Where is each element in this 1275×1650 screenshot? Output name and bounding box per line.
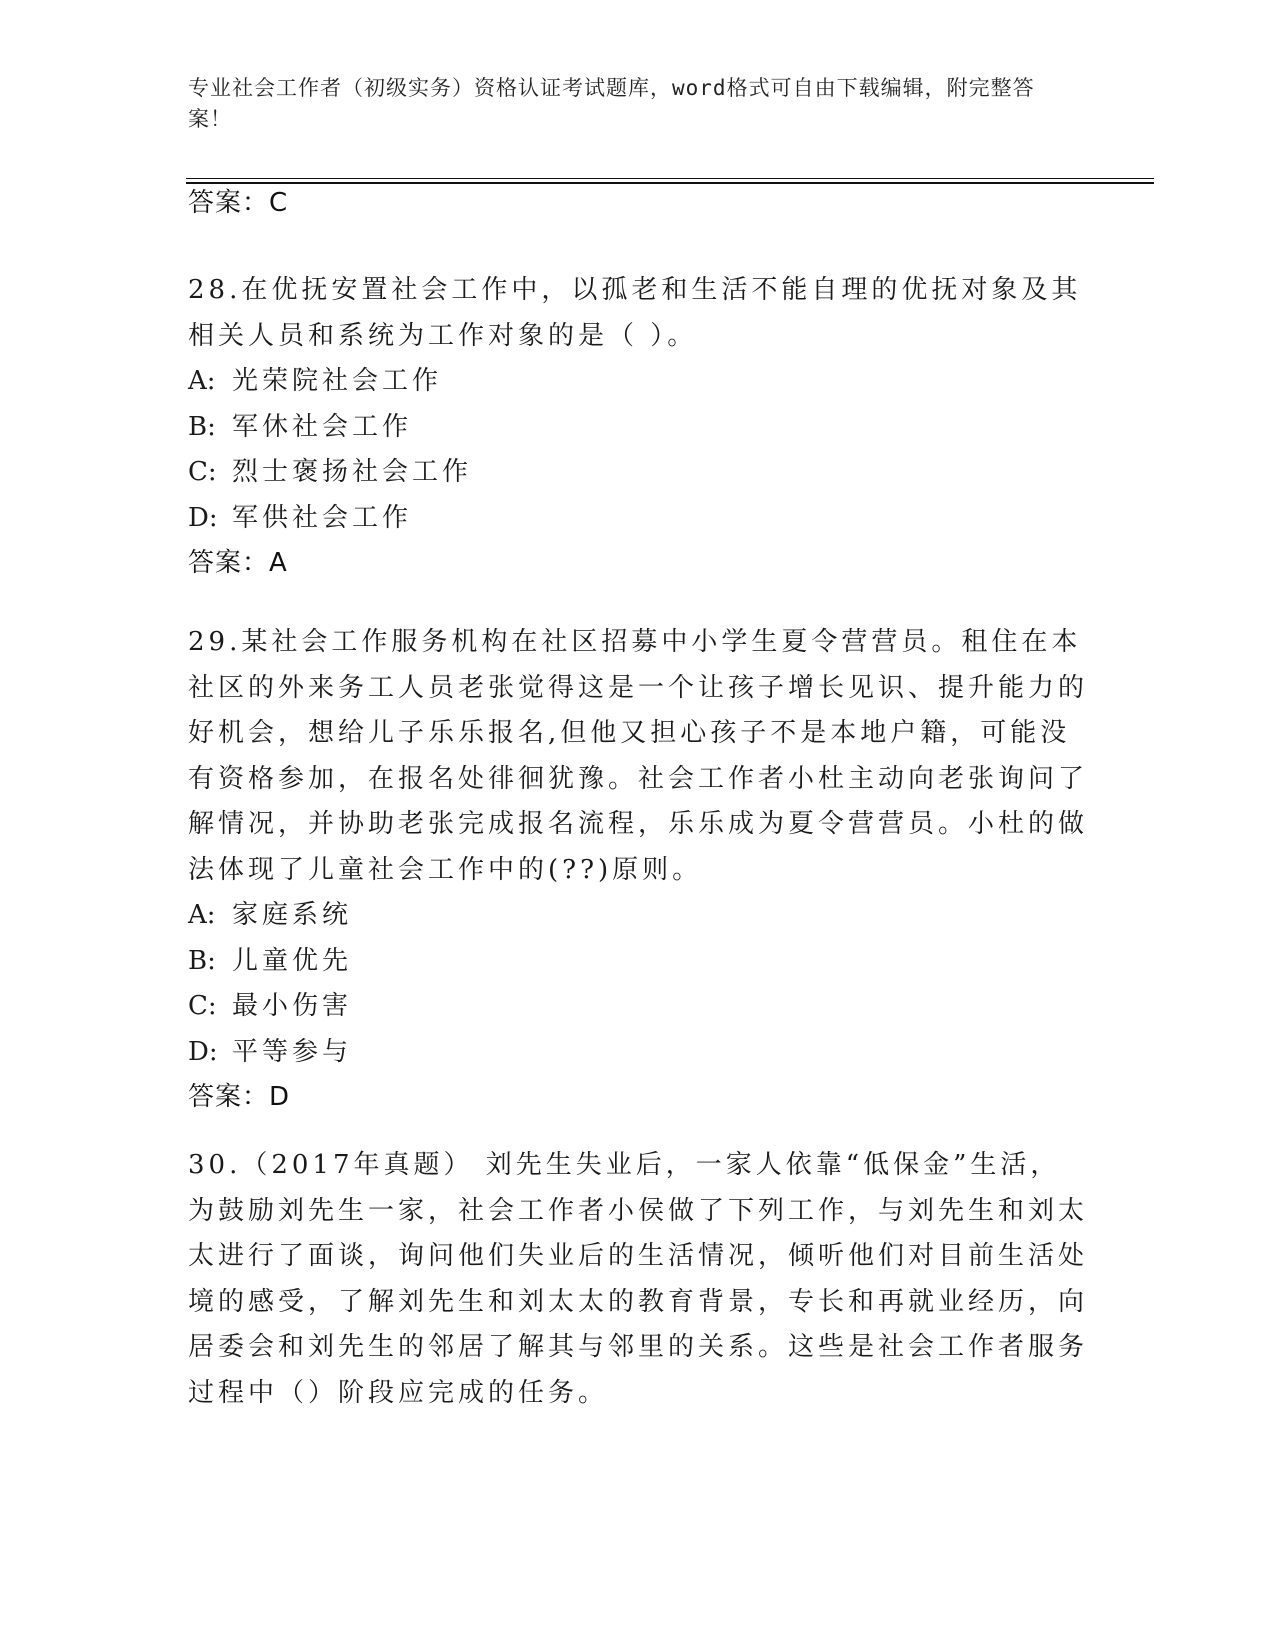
option-key: A: [188, 366, 216, 396]
question-29 [188, 620, 1088, 1120]
option-text: 军供社会工作 [232, 502, 413, 533]
option-b [188, 405, 1088, 451]
question-stem: 28.在优抚安置社会工作中，以孤老和生活不能自理的优抚对象及其相关人员和系统为工作对象的是（ ）。 [188, 275, 1082, 351]
option-d [188, 496, 1088, 542]
answer-29: 答案：D [188, 1082, 291, 1112]
option-a [188, 893, 1088, 939]
header-divider-thin [186, 178, 1154, 179]
option-b [188, 939, 1088, 985]
option-a [188, 359, 1088, 405]
option-text: 儿童优先 [232, 945, 353, 976]
option-key: D: [188, 1036, 218, 1067]
option-text: 烈士褒扬社会工作 [232, 457, 473, 487]
option-text: 光荣院社会工作 [232, 366, 443, 396]
option-c [188, 450, 1088, 496]
answer-27: 答案：C [188, 188, 289, 218]
option-key: B: [188, 945, 216, 976]
option-text: 平等参与 [232, 1036, 353, 1067]
option-c [188, 984, 1088, 1030]
option-text: 军休社会工作 [232, 411, 413, 442]
document-header: 专业社会工作者（初级实务）资格认证考试题库，word格式可自由下载编辑，附完整答案！ [188, 76, 1035, 131]
question-stem: 29.某社会工作服务机构在社区招募中小学生夏令营营员。租住在本社区的外来务工人员老张觉得这是一个让孩子增长见识、提升能力的好机会，想给儿子乐乐报名,但他又担心孩子不是本地户籍，可能没有资格参加，在报名处徘徊犹豫。社会工作者小杜主动向老张询问了解情况，并协助老张完成报名流程，乐乐成为夏令营营员。小杜的做法体现了儿童社会工作中的(??)原则。 [188, 627, 1089, 885]
question-28 [188, 268, 1088, 586]
option-key: B: [188, 411, 216, 442]
option-text: 最小伤害 [232, 991, 353, 1021]
answer-28: 答案：A [188, 548, 288, 578]
option-key: D: [188, 502, 218, 533]
option-text: 家庭系统 [232, 900, 353, 930]
question-stem: 30.（2017年真题） 刘先生失业后，一家人依靠“低保金”生活，为鼓励刘先生一家，社会工作者小侯做了下列工作，与刘先生和刘太太进行了面谈，询问他们失业后的生活情况，倾听他们对目前生活处境的感受，了解刘先生和刘太太的教育背景，专长和再就业经历，向居委会和刘先生的邻居了解其与邻里的关系。这些是社会工作者服务过程中（）阶段应完成的任务。 [188, 1150, 1089, 1408]
option-key: C: [188, 991, 217, 1021]
option-key: C: [188, 457, 217, 487]
option-key: A: [188, 900, 216, 930]
question-30 [188, 1143, 1088, 1416]
option-d [188, 1030, 1088, 1076]
